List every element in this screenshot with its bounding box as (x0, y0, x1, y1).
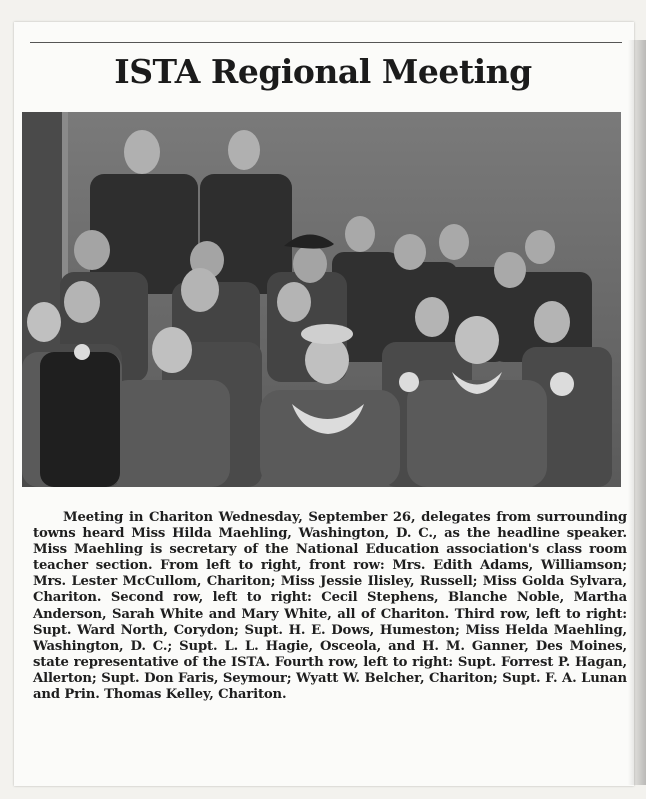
top-rule (30, 42, 622, 43)
headline: ISTA Regional Meeting (114, 52, 532, 91)
group-photo (22, 112, 621, 487)
scan-shadow (628, 40, 646, 785)
photo-caption: Meeting in Chariton Wednesday, September 26, delegates from surrounding towns heard Miss Hilda Maehling, Washington, D. C., as the headline speaker. Miss Maehling is secretary of the National Education association's class room teacher section. From left to right, front row: Mrs. Edith Adams, Williamson; Mrs. Lester McCullom, Chariton; Miss Jessie Ilisley, Russell; Miss Golda Sylvara, Chariton. Second row, left to right: Cecil Stephens, Blanche Noble, Martha Anderson, Sarah White and Mary White, all of Chariton. Third row, left to right: Supt. Ward North, Corydon; Supt. H. E. Dows, Humeston; Miss Helda Maehling, Washington, D. C.; Supt. L. L. Hagie, Osceola, and H. M. Ganner, Des Moines, state representative of the ISTA. Fourth row, left to right: Supt. Forrest P. Hagan, Allerton; Supt. Don Faris, Seymour; Wyatt W. Belcher, Chariton; Supt. F. A. Lunan and Prin. Thomas Kelley, Chariton. (33, 510, 627, 703)
